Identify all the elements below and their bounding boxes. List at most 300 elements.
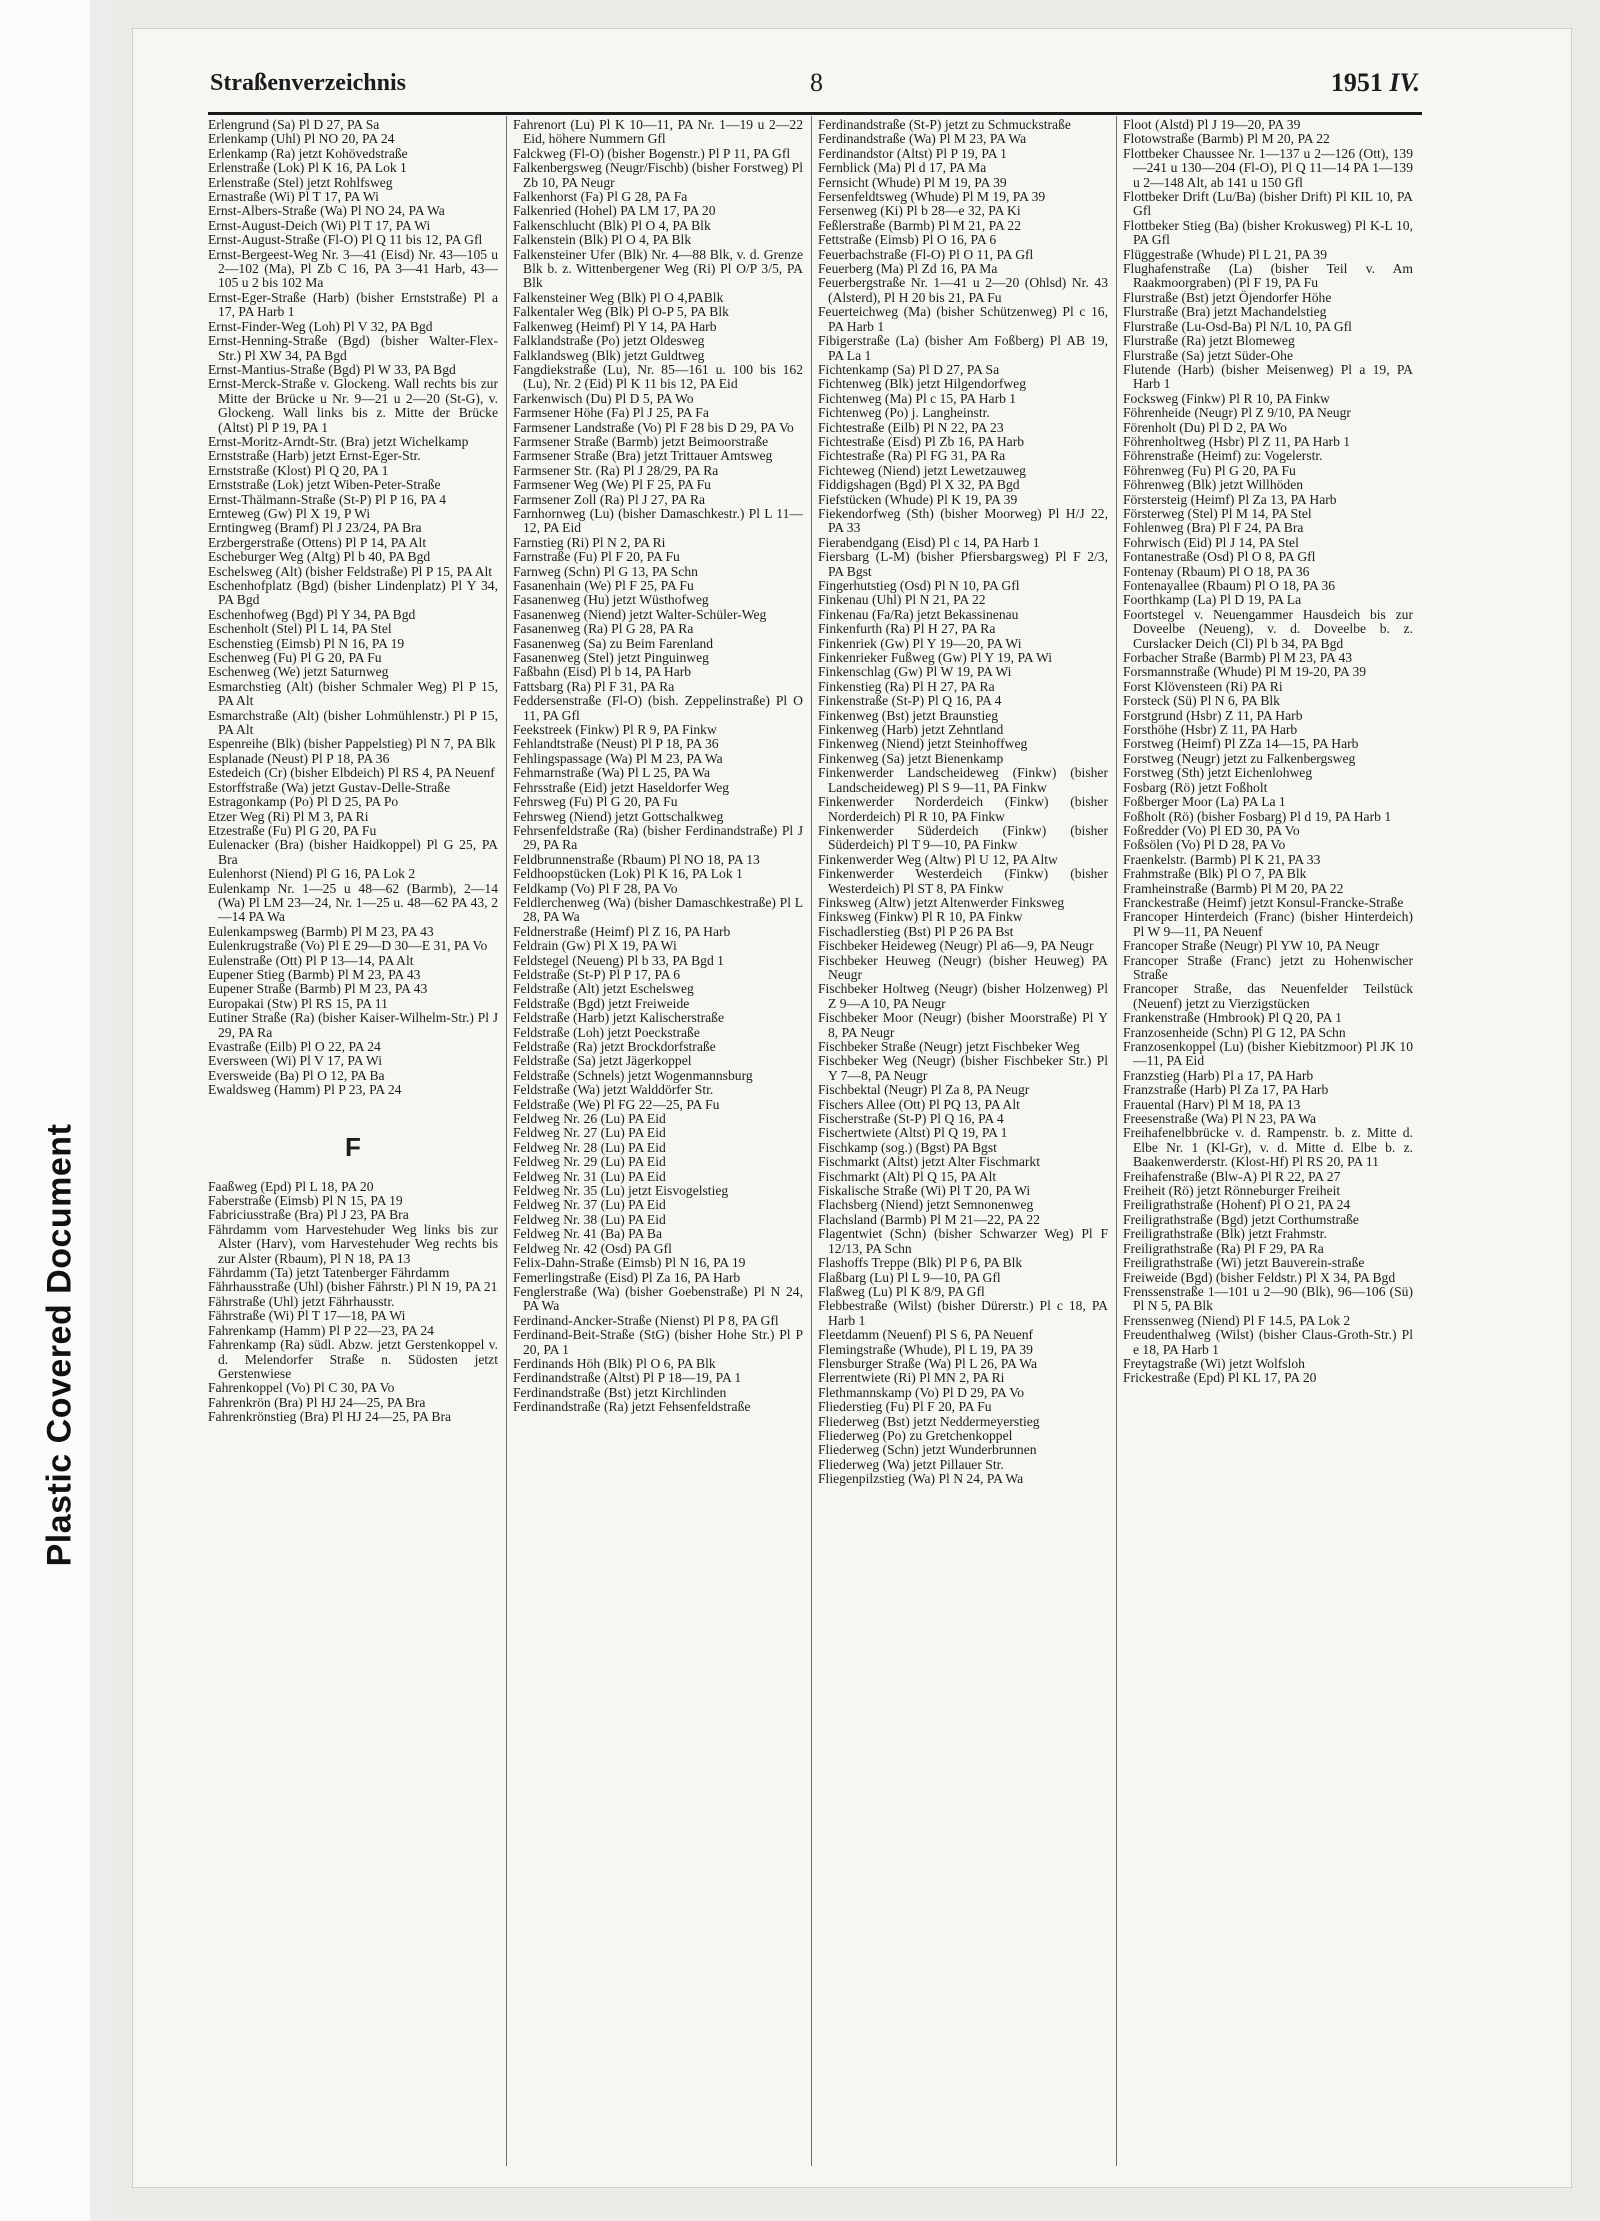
street-entry: Fontenayallee (Rbaum) Pl O 18, PA 36	[1123, 578, 1336, 593]
street-entry: Freiligrathstraße (Blk) jetzt Frahmstr.	[1123, 1226, 1327, 1242]
column-divider	[811, 116, 812, 2166]
street-entry: Fehmarnstraße (Wa) Pl L 25, PA Wa	[513, 765, 711, 781]
street-entry: Fahrenkamp (Ra) südl. Abzw. jetzt Gerstenkoppel v. d. Melendorfer Straße n. Südosten jetzt Gerstenwiese	[208, 1337, 498, 1381]
street-entry: Farmsener Zoll (Ra) Pl J 27, PA Ra	[513, 491, 706, 507]
street-entry: Ernst-Henning-Straße (Bgd) (bisher Walter-Flex-Str.) Pl XW 34, PA Bgd	[208, 333, 498, 363]
street-entry: Feldweg Nr. 35 (Lu) jetzt Eisvogelstieg	[513, 1183, 729, 1199]
street-entry: Faßbahn (Eisd) Pl b 14, PA Harb	[513, 664, 692, 680]
street-entry: Fersenweg (Ki) Pl b 28—e 32, PA Ki	[818, 203, 1021, 219]
street-entry: Ferdinand-Ancker-Straße (Nienst) Pl P 8, PA Gfl	[513, 1312, 779, 1328]
street-entry: Freiweide (Bgd) (bisher Feldstr.) Pl X 34, PA Bgd	[1123, 1269, 1396, 1285]
street-entry: Feldweg Nr. 28 (Lu) PA Eid	[513, 1139, 666, 1155]
street-entry: Föhrenholtweg (Hsbr) Pl Z 11, PA Harb 1	[1123, 433, 1351, 449]
street-entry: Ferdinandstraße (Altst) Pl P 18—19, PA 1	[513, 1370, 742, 1386]
street-entry: Forstweg (Neugr) jetzt zu Falkenbergsweg	[1123, 750, 1356, 766]
plastic-covered-label: Plastic Covered Document	[40, 1123, 79, 1567]
street-entry: Franckestraße (Heimf) jetzt Konsul-Francke-Straße	[1123, 894, 1404, 910]
street-entry: Farkenwisch (Du) Pl D 5, PA Wo	[513, 390, 694, 406]
street-entry: Freihafenstraße (Blw-A) Pl R 22, PA 27	[1123, 1168, 1341, 1184]
street-entry: Etzestraße (Fu) Pl G 20, PA Fu	[208, 822, 377, 838]
street-entry: Finkenweg (Sa) jetzt Bienenkamp	[818, 750, 1004, 766]
street-entry: Eschenstieg (Eimsb) Pl N 16, PA 19	[208, 635, 405, 651]
street-entry: Farmsener Landstraße (Vo) Pl F 28 bis D 29, PA Vo	[513, 419, 794, 435]
street-entry: Fischkamp (sog.) (Bgst) PA Bgst	[818, 1139, 997, 1155]
street-entry: Freesenstraße (Wa) Pl N 23, PA Wa	[1123, 1111, 1317, 1127]
street-entry: Fichtestraße (Eisd) Pl Zb 16, PA Harb	[818, 433, 1025, 449]
street-entry: Feldstraße (Harb) jetzt Kalischerstraße	[513, 1010, 724, 1026]
street-entry: Feldbrunnenstraße (Rbaum) Pl NO 18, PA 13	[513, 851, 760, 867]
street-entry: Fährhausstraße (Uhl) (bisher Fährstr.) Pl N 19, PA 21	[208, 1279, 498, 1295]
street-entry: Eversween (Wi) Pl V 17, PA Wi	[208, 1053, 382, 1069]
street-entry: Fehlingspassage (Wa) Pl M 23, PA Wa	[513, 750, 723, 766]
street-entry: Fliederweg (Schn) jetzt Wunderbrunnen	[818, 1442, 1037, 1458]
street-entry: Forsteck (Sü) Pl N 6, PA Blk	[1123, 693, 1280, 709]
street-entry: Fraenkelstr. (Barmb) Pl K 21, PA 33	[1123, 851, 1321, 867]
street-entry: Flurstraße (Bra) jetzt Machandelstieg	[1123, 304, 1327, 320]
street-entry: Fiersbarg (L-M) (bisher Pfiersbargsweg) Pl F 2/3, PA Bgst	[818, 549, 1108, 579]
street-entry: Fattsbarg (Ra) Pl F 31, PA Ra	[513, 678, 675, 694]
section-letter: F	[345, 1131, 361, 1162]
street-entry: Flashoffs Treppe (Blk) Pl P 6, PA Blk	[818, 1255, 1023, 1271]
street-entry: Flagentwiet (Schn) (bisher Schwarzer Weg) Pl F 12/13, PA Schn	[818, 1226, 1108, 1256]
street-entry: Eversweide (Ba) Pl O 12, PA Ba	[208, 1067, 385, 1083]
street-entry: Fischbeker Moor (Neugr) (bisher Moorstraße) Pl Y 8, PA Neugr	[818, 1010, 1108, 1040]
street-entry: Falkensteiner Ufer (Blk) Nr. 4—88 Blk, v. d. Grenze Blk b. z. Wittenbergener Weg (Ri) Pl O/P 3/5, PA Blk	[513, 246, 803, 291]
street-directory-columns	[208, 116, 1422, 2172]
street-entry: Fischers Allee (Ott) Pl PQ 13, PA Alt	[818, 1096, 1020, 1112]
street-entry: Francoper Straße (Franc) jetzt zu Hohenwischer Straße	[1123, 952, 1413, 982]
street-entry: Fiefstücken (Whude) Pl K 19, PA 39	[818, 491, 1018, 507]
street-entry: Ernteweg (Gw) Pl X 19, P Wi	[208, 505, 371, 521]
street-entry: Fosbarg (Rö) jetzt Foßholt	[1123, 779, 1268, 795]
street-entry: Erlenstraße (Stel) jetzt Rohlfsweg	[208, 174, 393, 190]
street-entry: Flughafenstraße (La) (bisher Teil v. Am Raakmoorgraben) (Pl F 19, PA Fu	[1123, 261, 1413, 291]
street-entry: Ferdinand-Beit-Straße (StG) (bisher Hohe Str.) Pl P 20, PA 1	[513, 1327, 803, 1357]
street-entry: Flebbestraße (Wilst) (bisher Dürerstr.) Pl c 18, PA Harb 1	[818, 1298, 1108, 1328]
column-1	[208, 118, 498, 2168]
street-entry: Feldstraße (Schnels) jetzt Wogenmannsburg	[513, 1067, 753, 1083]
street-entry: Freihafenelbbrücke v. d. Rampenstr. b. z. Mitte d. Elbe Nr. 1 (Kl-Gr), v. d. Mitte d. Elbe b. z. Baakenwerderstr. (Klost-Hf) Pl RS 20, PA 11	[1123, 1125, 1413, 1170]
street-entry: Flotowstraße (Barmb) Pl M 20, PA 22	[1123, 131, 1330, 147]
street-entry: Finkenstieg (Ra) Pl H 27, PA Ra	[818, 678, 995, 694]
street-entry: Ferdinands Höh (Blk) Pl O 6, PA Blk	[513, 1355, 716, 1371]
street-entry: Ernastraße (Wi) Pl T 17, PA Wi	[208, 189, 379, 205]
street-entry: Fernblick (Ma) Pl d 17, PA Ma	[818, 160, 987, 176]
street-entry: Fliegenpilzstieg (Wa) Pl N 24, PA Wa	[818, 1471, 1024, 1487]
street-entry: Fichtestraße (Eilb) Pl N 22, PA 23	[818, 419, 1004, 435]
street-entry: Feldweg Nr. 31 (Lu) PA Eid	[513, 1168, 666, 1184]
street-entry: Fasanenweg (Sa) zu Beim Farenland	[513, 635, 714, 651]
street-entry: Francoper Straße, das Neuenfelder Teilstück (Neuenf) jetzt zu Vierzigstücken	[1123, 981, 1413, 1011]
street-entry: Frenssenstraße 1—101 u 2—90 (Blk), 96—106 (Sü) Pl N 5, PA Blk	[1123, 1283, 1413, 1314]
street-entry: Freiligrathstraße (Hohenf) Pl O 21, PA 24	[1123, 1197, 1351, 1213]
street-entry: Fasanenhain (We) Pl F 25, PA Fu	[513, 578, 694, 593]
street-entry: Finksweg (Finkw) Pl R 10, PA Finkw	[818, 909, 1023, 925]
street-entry: Fährstraße (Uhl) jetzt Fährhausstr.	[208, 1293, 395, 1309]
street-entry: Feldstraße (Ra) jetzt Brockdorfstraße	[513, 1039, 716, 1054]
street-entry: Finkenau (Fa/Ra) jetzt Bekassinenau	[818, 606, 1019, 622]
street-entry: Fiddigshagen (Bgd) Pl X 32, PA Bgd	[818, 477, 1020, 493]
street-entry: Fiskalische Straße (Wi) Pl T 20, PA Wi	[818, 1183, 1031, 1199]
street-entry: Fahrenkrönstieg (Bra) Pl HJ 24—25, PA Bra	[208, 1409, 452, 1425]
street-entry: Fichtenweg (Po) j. Langheinstr.	[818, 405, 990, 421]
street-entry: Farmsener Straße (Barmb) jetzt Beimoorstraße	[513, 433, 769, 449]
street-entry: Flaßweg (Lu) Pl K 8/9, PA Gfl	[818, 1283, 985, 1299]
street-entry: Fahrenkoppel (Vo) Pl C 30, PA Vo	[208, 1380, 395, 1396]
street-entry: Föhrenweg (Fu) Pl G 20, PA Fu	[1123, 462, 1296, 478]
street-entry: Finkenweg (Bst) jetzt Braunstieg	[818, 707, 999, 723]
street-entry: Falkenhorst (Fa) Pl G 28, PA Fa	[513, 189, 688, 205]
street-entry: Fischadlerstieg (Bst) Pl P 26 PA Bst	[818, 923, 1014, 939]
street-entry: Feldrain (Gw) Pl X 19, PA Wi	[513, 938, 677, 954]
street-entry: Farnstraße (Fu) Pl F 20, PA Fu	[513, 549, 680, 565]
street-entry: Feldstraße (Wa) jetzt Walddörfer Str.	[513, 1082, 714, 1098]
street-entry: Foßsölen (Vo) Pl D 28, PA Vo	[1123, 837, 1286, 853]
street-entry: Falkenbergsweg (Neugr/Fischb) (bisher Forstweg) Pl Zb 10, PA Neugr	[513, 160, 803, 190]
street-entry: Eschenhofplatz (Bgd) (bisher Lindenplatz) Pl Y 34, PA Bgd	[208, 578, 498, 608]
street-entry: Finkenwerder Westerdeich (Finkw) (bisher Westerdeich) Pl ST 8, PA Finkw	[818, 866, 1108, 896]
street-entry: Fischertwiete (Altst) Pl Q 19, PA 1	[818, 1125, 1008, 1141]
street-entry: Ernststraße (Klost) Pl Q 20, PA 1	[208, 462, 389, 478]
street-entry: Eulenkrugstraße (Vo) Pl E 29—D 30—E 31, PA Vo	[208, 938, 488, 954]
street-entry: Focksweg (Finkw) Pl R 10, PA Finkw	[1123, 390, 1330, 406]
street-entry: Flurstraße (Bst) jetzt Öjendorfer Höhe	[1123, 289, 1332, 305]
street-entry: Ferdinandstor (Altst) Pl P 19, PA 1	[818, 145, 1007, 161]
street-entry: Freudenthalweg (Wilst) (bisher Claus-Groth-Str.) Pl e 18, PA Harb 1	[1123, 1327, 1413, 1357]
street-entry: Fahrenort (Lu) Pl K 10—11, PA Nr. 1—19 u 2—22 Eid, höhere Nummern Gfl	[513, 118, 803, 147]
street-entry: Frenssenweg (Niend) Pl F 14.5, PA Lok 2	[1123, 1312, 1351, 1328]
street-entry: Fehrsstraße (Eid) jetzt Haseldorfer Weg	[513, 779, 730, 795]
street-entry: Farnstieg (Ri) Pl N 2, PA Ri	[513, 534, 666, 550]
street-entry: Frauental (Harv) Pl M 18, PA 13	[1123, 1096, 1301, 1112]
street-entry: Feßlerstraße (Barmb) Pl M 21, PA 22	[818, 217, 1022, 233]
street-entry: Feldweg Nr. 42 (Osd) PA Gfl	[513, 1240, 672, 1256]
street-entry: Ernst-Bergeest-Weg Nr. 3—41 (Eisd) Nr. 43—105 u 2—102 (Ma), Pl Zb C 16, PA 3—41 Harb, 43—105 u 2 bis 102 Ma	[208, 246, 498, 291]
street-entry: Foßberger Moor (La) PA La 1	[1123, 794, 1286, 810]
street-entry: Flachsberg (Niend) jetzt Semnonenweg	[818, 1197, 1034, 1213]
street-entry: Femerlingstraße (Eisd) Pl Za 16, PA Harb	[513, 1269, 741, 1285]
street-entry: Försterweg (Stel) Pl M 14, PA Stel	[1123, 505, 1312, 521]
street-entry: Erlengrund (Sa) Pl D 27, PA Sa	[208, 118, 380, 132]
street-entry: Forstgrund (Hsbr) Z 11, PA Harb	[1123, 707, 1303, 723]
street-entry: Eschenweg (Fu) Pl G 20, PA Fu	[208, 650, 382, 666]
street-entry: Freiligrathstraße (Bgd) jetzt Corthumstraße	[1123, 1211, 1359, 1227]
header-title: Straßenverzeichnis	[210, 70, 406, 96]
street-entry: Feddersenstraße (Fl-O) (bish. Zeppelinstraße) Pl O 11, PA Gfl	[513, 693, 803, 723]
street-entry: Fehrsweg (Niend) jetzt Gottschalkweg	[513, 808, 724, 824]
street-entry: Flachsland (Barmb) Pl M 21—22, PA 22	[818, 1211, 1040, 1227]
street-entry: Europakai (Stw) Pl RS 15, PA 11	[208, 995, 388, 1011]
street-entry: Falkentaler Weg (Blk) Pl O-P 5, PA Blk	[513, 304, 729, 320]
street-entry: Flurstraße (Lu-Osd-Ba) Pl N/L 10, PA Gfl	[1123, 318, 1352, 334]
street-entry: Eschenweg (We) jetzt Saturnweg	[208, 664, 389, 680]
street-entry: Fenglerstraße (Wa) (bisher Goebenstraße) Pl N 24, PA Wa	[513, 1283, 803, 1314]
street-entry: Flurstraße (Sa) jetzt Süder-Ohe	[1123, 347, 1293, 363]
street-entry: Fährdamm (Ta) jetzt Tatenberger Fährdamm	[208, 1265, 450, 1281]
side-label-strip	[0, 0, 90, 2221]
street-entry: Esmarchstieg (Alt) (bisher Schmaler Weg) Pl P 15, PA Alt	[208, 678, 498, 709]
street-entry: Eupener Straße (Barmb) Pl M 23, PA 43	[208, 981, 428, 997]
street-entry: Fersenfeldtsweg (Whude) Pl M 19, PA 39	[818, 189, 1046, 205]
street-entry: Finkenwerder Weg (Altw) Pl U 12, PA Altw	[818, 851, 1058, 867]
street-entry: Falkenschlucht (Blk) Pl O 4, PA Blk	[513, 217, 711, 233]
street-entry: Faberstraße (Eimsb) Pl N 15, PA 19	[208, 1193, 403, 1209]
street-entry: Ernststraße (Harb) jetzt Ernst-Eger-Str.	[208, 448, 421, 464]
street-entry: Fichtenweg (Blk) jetzt Hilgendorfweg	[818, 376, 1027, 392]
header-year: 1951	[1330, 68, 1383, 97]
street-entry: Freiheit (Rö) jetzt Rönneburger Freiheit	[1123, 1183, 1341, 1199]
street-entry: Farmsener Weg (We) Pl F 25, PA Fu	[513, 477, 711, 493]
street-entry: Ernst-Albers-Straße (Wa) Pl NO 24, PA Wa	[208, 203, 445, 219]
street-entry: Flemingstraße (Whude), Pl L 19, PA 39	[818, 1341, 1033, 1357]
street-entry: Fleetdamm (Neuenf) Pl S 6, PA Neuenf	[818, 1327, 1034, 1343]
street-entry: Falkensteiner Weg (Blk) Pl O 4,PABlk	[513, 289, 724, 305]
street-entry: Eulenkampsweg (Barmb) Pl M 23, PA 43	[208, 923, 434, 939]
street-entry: Estedeich (Cr) (bisher Elbdeich) Pl RS 4, PA Neuenf	[208, 765, 495, 781]
street-entry: Fichtenweg (Ma) Pl c 15, PA Harb 1	[818, 390, 1017, 406]
street-entry: Föhrenstraße (Heimf) zu: Vogelerstr.	[1123, 448, 1323, 464]
street-entry: Flaßbarg (Lu) Pl L 9—10, PA Gfl	[818, 1269, 1001, 1285]
street-entry: Eschenhofweg (Bgd) Pl Y 34, PA Bgd	[208, 606, 416, 622]
street-entry: Esmarchstraße (Alt) (bisher Lohmühlenstr.) Pl P 15, PA Alt	[208, 707, 498, 738]
street-entry: Faaßweg (Epd) Pl L 18, PA 20	[208, 1178, 374, 1194]
street-entry: Feldweg Nr. 37 (Lu) PA Eid	[513, 1197, 666, 1213]
street-entry: Farnhornweg (Lu) (bisher Damaschkestr.) Pl L 11—12, PA Eid	[513, 505, 803, 536]
street-entry: Fischbeker Straße (Neugr) jetzt Fischbeker Weg	[818, 1039, 1080, 1054]
street-entry: Eulenacker (Bra) (bisher Haidkoppel) Pl G 25, PA Bra	[208, 837, 498, 867]
column-2	[513, 118, 803, 2168]
street-entry: Fingerhutstieg (Osd) Pl N 10, PA Gfl	[818, 578, 1020, 593]
street-entry: Frickestraße (Epd) Pl KL 17, PA 20	[1123, 1370, 1317, 1386]
street-entry: Fichteweg (Niend) jetzt Lewetzauweg	[818, 462, 1026, 478]
street-entry: Erlenstraße (Lok) Pl K 16, PA Lok 1	[208, 160, 407, 176]
street-entry: Ewaldsweg (Hamm) Pl P 23, PA 24	[208, 1082, 402, 1098]
street-entry: Fischbeker Holtweg (Neugr) (bisher Holzenweg) Pl Z 9—A 10, PA Neugr	[818, 981, 1108, 1011]
street-entry: Forst Klövensteen (Ri) PA Ri	[1123, 678, 1283, 694]
street-entry: Feldstraße (We) Pl FG 22—25, PA Fu	[513, 1096, 720, 1112]
street-entry: Flerrentwiete (Ri) Pl MN 2, PA Ri	[818, 1370, 1005, 1386]
street-entry: Finksweg (Altw) jetzt Altenwerder Finksweg	[818, 894, 1065, 910]
street-entry: Fasanenweg (Stel) jetzt Pinguinweg	[513, 650, 709, 666]
street-entry: Flottbeker Stieg (Ba) (bisher Krokusweg) Pl K-L 10, PA Gfl	[1123, 217, 1413, 248]
street-entry: Finkenweg (Harb) jetzt Zehntland	[818, 722, 1004, 738]
street-entry: Feldweg Nr. 38 (Lu) PA Eid	[513, 1211, 666, 1227]
street-entry: Frahmstraße (Blk) Pl O 7, PA Blk	[1123, 866, 1307, 882]
street-entry: Feldstegel (Neueng) Pl b 33, PA Bgd 1	[513, 952, 724, 968]
street-entry: Feldstraße (St-P) Pl P 17, PA 6	[513, 966, 681, 982]
street-entry: Feuerbachstraße (Fl-O) Pl O 11, PA Gfl	[818, 246, 1034, 262]
street-entry: Finkenau (Uhl) Pl N 21, PA 22	[818, 592, 986, 608]
street-entry: Foortstegel v. Neuengammer Hausdeich bis zur Doveelbe (Neueng), v. d. Doveelbe b. z. Curslacker Deich (Cl) Pl b 34, PA Bgd	[1123, 606, 1413, 651]
street-entry: Feldweg Nr. 27 (Lu) PA Eid	[513, 1125, 666, 1141]
street-entry: Ferdinandstraße (Ra) jetzt Fehsenfeldstraße	[513, 1399, 751, 1415]
street-entry: Förenholt (Du) Pl D 2, PA Wo	[1123, 419, 1287, 435]
street-entry: Flensburger Straße (Wa) Pl L 26, PA Wa	[818, 1355, 1038, 1371]
street-entry: Eulenstraße (Ott) Pl P 13—14, PA Alt	[208, 952, 414, 968]
street-entry: Falklandsweg (Blk) jetzt Guldtweg	[513, 347, 705, 363]
street-entry: Eschelsweg (Alt) (bisher Feldstraße) Pl P 15, PA Alt	[208, 563, 493, 579]
street-entry: Ernst-August-Deich (Wi) Pl T 17, PA Wi	[208, 217, 431, 233]
street-entry: Estragonkamp (Po) Pl D 25, PA Po	[208, 794, 399, 810]
street-entry: Feldhoopstücken (Lok) Pl K 16, PA Lok 1	[513, 866, 743, 882]
street-entry: Fichtenkamp (Sa) Pl D 27, PA Sa	[818, 361, 1000, 377]
street-entry: Feldweg Nr. 29 (Lu) PA Eid	[513, 1154, 666, 1170]
street-entry: Fischbeker Heideweg (Neugr) Pl a6—9, PA Neugr	[818, 938, 1094, 954]
street-entry: Felix-Dahn-Straße (Eimsb) Pl N 16, PA 19	[513, 1255, 746, 1271]
street-entry: Farmsener Höhe (Fa) Pl J 25, PA Fa	[513, 405, 709, 421]
street-entry: Fährstraße (Wi) Pl T 17—18, PA Wi	[208, 1308, 406, 1324]
column-4	[1123, 118, 1413, 2168]
street-entry: Erlenkamp (Uhl) Pl NO 20, PA 24	[208, 131, 395, 147]
street-entry: Feldkamp (Vo) Pl F 28, PA Vo	[513, 880, 678, 896]
street-entry: Freiligrathstraße (Ra) Pl F 29, PA Ra	[1123, 1240, 1324, 1256]
street-entry: Esplanade (Neust) Pl P 18, PA 36	[208, 750, 390, 766]
street-entry: Fabriciusstraße (Bra) Pl J 23, PA Bra	[208, 1207, 409, 1223]
street-entry: Finkenweg (Niend) jetzt Steinhoffweg	[818, 736, 1028, 752]
street-entry: Fischmarkt (Altst) jetzt Alter Fischmarkt	[818, 1154, 1040, 1170]
street-entry: Etzer Weg (Ri) Pl M 3, PA Ri	[208, 808, 369, 824]
street-entry: Ernst-Merck-Straße v. Glockeng. Wall rechts bis zur Mitte der Brücke u Nr. 9—21 u 2—20 (St-G), v. Glockeng. Wall links bis z. Mitte der Brücke (Altst) Pl P 19, PA 1	[208, 376, 498, 435]
street-entry: Fehrsweg (Fu) Pl G 20, PA Fu	[513, 794, 678, 810]
column-divider	[506, 116, 507, 2166]
street-entry: Feldweg Nr. 41 (Ba) PA Ba	[513, 1226, 663, 1242]
street-entry: Erntingweg (Bramf) Pl J 23/24, PA Bra	[208, 520, 422, 536]
street-entry: Fischbektal (Neugr) Pl Za 8, PA Neugr	[818, 1082, 1030, 1098]
street-entry: Fasanenweg (Ra) Pl G 28, PA Ra	[513, 621, 694, 637]
street-entry: Erzbergerstraße (Ottens) Pl P 14, PA Alt	[208, 534, 427, 550]
street-entry: Fierabendgang (Eisd) Pl c 14, PA Harb 1	[818, 534, 1040, 550]
street-entry: Finkenriek (Gw) Pl Y 19—20, PA Wi	[818, 635, 1022, 651]
street-entry: Finkenrieker Fußweg (Gw) Pl Y 19, PA Wi	[818, 650, 1053, 666]
street-entry: Ernst-Mantius-Straße (Bgd) Pl W 33, PA Bgd	[208, 361, 456, 377]
column-divider	[1116, 116, 1117, 2166]
street-entry: Freytagstraße (Wi) jetzt Wolfsloh	[1123, 1355, 1305, 1371]
street-entry: Fischbeker Weg (Neugr) (bisher Fischbeker Str.) Pl Y 7—8, PA Neugr	[818, 1053, 1108, 1083]
street-entry: Foorthkamp (La) Pl D 19, PA La	[1123, 592, 1302, 608]
street-entry: Flurstraße (Ra) jetzt Blomeweg	[1123, 333, 1295, 349]
street-entry: Falckweg (Fl-O) (bisher Bogenstr.) Pl P 11, PA Gfl	[513, 145, 791, 161]
street-entry: Ferdinandstraße (St-P) jetzt zu Schmuckstraße	[818, 118, 1071, 132]
street-entry: Fliederweg (Bst) jetzt Neddermeyerstieg	[818, 1413, 1040, 1429]
street-entry: Fahrenkamp (Hamm) Pl P 22—23, PA 24	[208, 1322, 434, 1338]
street-entry: Franzosenheide (Schn) Pl G 12, PA Schn	[1123, 1024, 1346, 1040]
street-entry: Feuerberg (Ma) Pl Zd 16, PA Ma	[818, 261, 998, 277]
street-entry: Fasanenweg (Niend) jetzt Walter-Schüler-Weg	[513, 606, 767, 622]
street-entry: Freiligrathstraße (Wi) jetzt Bauverein-straße	[1123, 1255, 1365, 1271]
street-entry: Eulenkamp Nr. 1—25 u 48—62 (Barmb), 2—14 (Wa) Pl LM 23—24, Nr. 1—25 u. 48—62 PA 43, 2—14 PA Wa	[208, 880, 498, 925]
street-entry: Foßredder (Vo) Pl ED 30, PA Vo	[1123, 822, 1300, 838]
street-entry: Flüggestraße (Whude) Pl L 21, PA 39	[1123, 246, 1328, 262]
street-entry: Eupener Stieg (Barmb) Pl M 23, PA 43	[208, 966, 421, 982]
street-entry: Fiekendorfweg (Sth) (bisher Moorweg) Pl H/J 22, PA 33	[818, 505, 1108, 536]
street-entry: Finkenwerder Norderdeich (Finkw) (bisher Norderdeich) Pl R 10, PA Finkw	[818, 794, 1108, 824]
street-entry: Finkenschlag (Gw) Pl W 19, PA Wi	[818, 664, 1012, 680]
street-entry: Flethmannskamp (Vo) Pl D 29, PA Vo	[818, 1384, 1025, 1400]
street-entry: Fohrwisch (Eid) Pl J 14, PA Stel	[1123, 534, 1299, 550]
street-entry: Forstweg (Heimf) Pl ZZa 14—15, PA Harb	[1123, 736, 1359, 752]
street-entry: Fischbeker Heuweg (Neugr) (bisher Heuweg) PA Neugr	[818, 952, 1108, 982]
column-3	[818, 118, 1108, 2168]
street-entry: Feuerbergstraße Nr. 1—41 u 2—20 (Ohlsd) Nr. 43 (Alsterd), Pl H 20 bis 21, PA Fu	[818, 275, 1108, 305]
page-header	[210, 66, 1420, 106]
street-entry: Fahrenkrön (Bra) Pl HJ 24—25, PA Bra	[208, 1394, 426, 1410]
street-entry: Feldstraße (Bgd) jetzt Freiweide	[513, 995, 690, 1011]
street-entry: Fichtestraße (Ra) Pl FG 31, PA Ra	[818, 448, 1006, 464]
street-entry: Franzstieg (Harb) Pl a 17, PA Harb	[1123, 1067, 1314, 1083]
street-entry: Francoper Straße (Neugr) Pl YW 10, PA Neugr	[1123, 938, 1380, 954]
street-entry: Forbacher Straße (Barmb) Pl M 23, PA 43	[1123, 650, 1353, 666]
street-entry: Fohlenweg (Bra) Pl F 24, PA Bra	[1123, 520, 1304, 536]
street-entry: Feldstraße (Loh) jetzt Poeckstraße	[513, 1024, 700, 1040]
header-page-number: 8	[810, 68, 823, 97]
header-rule	[208, 112, 1422, 115]
street-entry: Ferdinandstraße (Bst) jetzt Kirchlinden	[513, 1384, 727, 1400]
street-entry: Fehrsenfeldstraße (Ra) (bisher Ferdinandstraße) Pl J 29, PA Ra	[513, 822, 803, 853]
street-entry: Frankenstraße (Hmbrook) Pl Q 20, PA 1	[1123, 1010, 1342, 1026]
street-entry: Franzosenkoppel (Lu) (bisher Kiebitzmoor) Pl JK 10—11, PA Eid	[1123, 1039, 1413, 1069]
street-entry: Falkenweg (Heimf) Pl Y 14, PA Harb	[513, 318, 717, 334]
street-entry: Falkenstein (Blk) Pl O 4, PA Blk	[513, 232, 692, 248]
street-entry: Finkenstraße (St-P) Pl Q 16, PA 4	[818, 693, 1002, 709]
street-entry: Fangdiekstraße (Lu), Nr. 85—161 u. 100 bis 162 (Lu), Nr. 2 (Eid) Pl K 11 bis 12, PA Eid	[513, 361, 803, 392]
street-entry: Fasanenweg (Hu) jetzt Wüsthofweg	[513, 592, 709, 608]
street-entry: Falkenried (Hohel) PA LM 17, PA 20	[513, 203, 716, 219]
street-entry: Finkenwerder Süderdeich (Finkw) (bisher Süderdeich) Pl T 9—10, PA Finkw	[818, 822, 1108, 853]
street-entry: Framheinstraße (Barmb) Pl M 20, PA 22	[1123, 880, 1344, 896]
street-entry: Farmsener Str. (Ra) Pl J 28/29, PA Ra	[513, 462, 719, 478]
street-entry: Eutiner Straße (Ra) (bisher Kaiser-Wilhelm-Str.) Pl J 29, PA Ra	[208, 1010, 498, 1040]
street-entry: Feldstraße (Alt) jetzt Eschelsweg	[513, 981, 694, 997]
street-entry: Feekstreek (Finkw) Pl R 9, PA Finkw	[513, 722, 717, 738]
street-entry: Flutende (Harb) (bisher Meisenweg) Pl a 19, PA Harb 1	[1123, 361, 1413, 392]
street-entry: Fontanestraße (Osd) Pl O 8, PA Gfl	[1123, 549, 1316, 565]
street-entry: Ernst-Eger-Straße (Harb) (bisher Ernststraße) Pl a 17, PA Harb 1	[208, 289, 498, 320]
street-entry: Fischerstraße (St-P) Pl Q 16, PA 4	[818, 1111, 1004, 1127]
street-entry: Fliederstieg (Fu) Pl F 20, PA Fu	[818, 1399, 992, 1415]
street-entry: Ernst-Thälmann-Straße (St-P) Pl P 16, PA 4	[208, 491, 447, 507]
street-entry: Foßholt (Rö) (bisher Fosbarg) Pl d 19, PA Harb 1	[1123, 808, 1392, 824]
street-entry: Ernst-Moritz-Arndt-Str. (Bra) jetzt Wichelkamp	[208, 433, 469, 449]
street-entry: Espenreihe (Blk) (bisher Pappelstieg) Pl N 7, PA Blk	[208, 736, 496, 752]
street-entry: Erlenkamp (Ra) jetzt Kohövedstraße	[208, 145, 408, 161]
street-entry: Forstweg (Sth) jetzt Eichenlohweg	[1123, 765, 1313, 781]
street-entry: Eulenhorst (Niend) Pl G 16, PA Lok 2	[208, 866, 416, 882]
street-entry: Ernst-Finder-Weg (Loh) Pl V 32, PA Bgd	[208, 318, 433, 334]
street-entry: Estorffstraße (Wa) jetzt Gustav-Delle-Straße	[208, 779, 451, 795]
street-entry: Escheburger Weg (Altg) Pl b 40, PA Bgd	[208, 549, 431, 565]
street-entry: Flottbeker Drift (Lu/Ba) (bisher Drift) Pl KIL 10, PA Gfl	[1123, 189, 1413, 219]
header-year-volume	[1331, 68, 1420, 98]
street-entry: Franzstraße (Harb) Pl Za 17, PA Harb	[1123, 1082, 1329, 1098]
street-entry: Eschenholt (Stel) Pl L 14, PA Stel	[208, 621, 392, 637]
street-entry: Fährdamm vom Harvestehuder Weg links bis zur Alster (Harv), vom Harvestehuder Weg rechts bis zur Alster (Rbaum), Pl N 18, PA 13	[208, 1221, 498, 1266]
street-entry: Fettstraße (Eimsb) Pl O 16, PA 6	[818, 232, 997, 248]
street-entry: Finkenwerder Landscheideweg (Finkw) (bisher Landscheideweg) Pl S 9—11, PA Finkw	[818, 765, 1108, 795]
street-entry: Floot (Alstd) Pl J 19—20, PA 39	[1123, 118, 1301, 132]
street-entry: Forsthöhe (Hsbr) Z 11, PA Harb	[1123, 722, 1298, 738]
street-entry: Flottbeker Chaussee Nr. 1—137 u 2—126 (Ott), 139—241 u 130—204 (Fl-O), Pl Q 11—14 PA 1—139 u 2—148 Alt, ab 141 u 150 Gfl	[1123, 145, 1413, 190]
street-entry: Feldlerchenweg (Wa) (bisher Damaschkestraße) Pl L 28, PA Wa	[513, 894, 803, 925]
street-entry: Fibigerstraße (La) (bisher Am Foßberg) Pl AB 19, PA La 1	[818, 333, 1108, 363]
street-entry: Föhrenheide (Neugr) Pl Z 9/10, PA Neugr	[1123, 405, 1351, 421]
street-entry: Förstersteig (Heimf) Pl Za 13, PA Harb	[1123, 491, 1337, 507]
header-volume: IV.	[1389, 68, 1420, 97]
street-entry: Evastraße (Eilb) Pl O 22, PA 24	[208, 1039, 381, 1054]
street-entry: Feldnerstraße (Heimf) Pl Z 16, PA Harb	[513, 923, 731, 939]
street-entry: Fliederweg (Wa) jetzt Pillauer Str.	[818, 1456, 1004, 1472]
section-gap	[208, 1098, 498, 1124]
street-entry: Ernststraße (Lok) jetzt Wiben-Peter-Straße	[208, 477, 441, 493]
